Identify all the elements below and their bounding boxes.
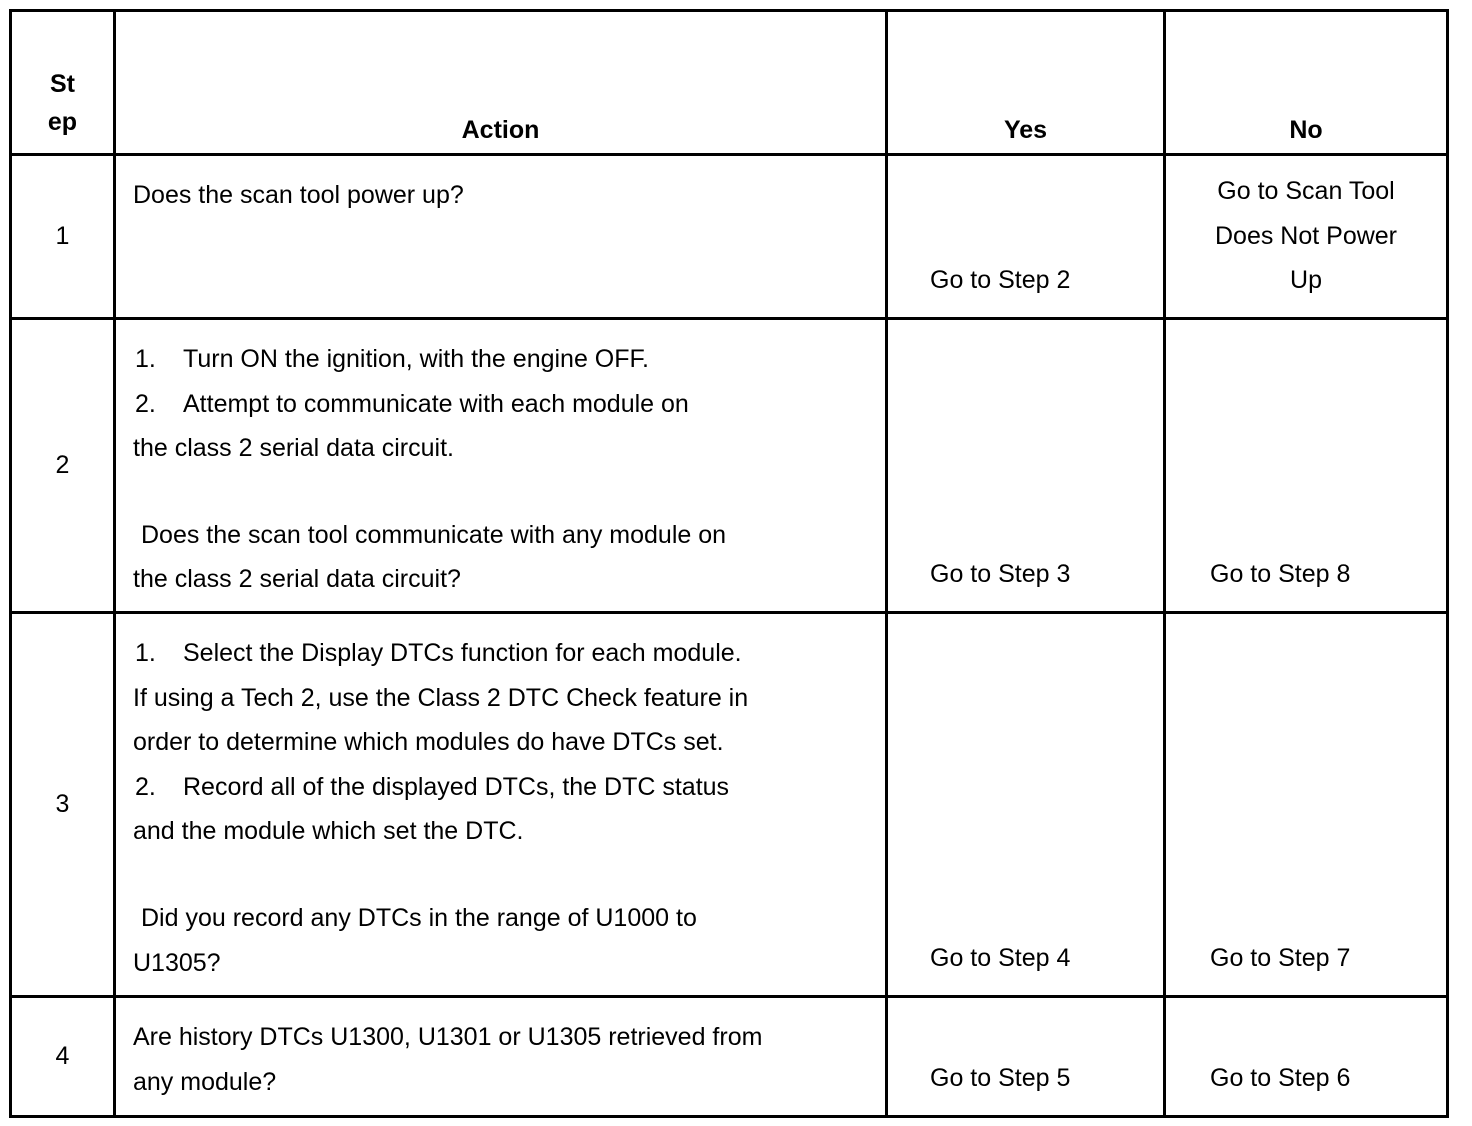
action-question: U1305? bbox=[133, 948, 221, 977]
table-row bbox=[11, 997, 1448, 1117]
yes-cell: Go to Step 4 bbox=[887, 613, 1165, 997]
list-item bbox=[133, 382, 875, 427]
list-continuation: and the module which set the DTC. bbox=[133, 817, 524, 846]
step-number: 2 bbox=[11, 319, 115, 613]
yes-cell: Go to Step 2 bbox=[887, 155, 1165, 319]
list-number: 1. bbox=[135, 639, 156, 667]
step-header-line-1: St bbox=[50, 70, 75, 98]
action-question: Does the scan tool communicate with any module on bbox=[141, 520, 727, 549]
yes-cell: Go to Step 5 bbox=[887, 997, 1165, 1117]
action-question: any module? bbox=[133, 1067, 277, 1096]
action-question: Are history DTCs U1300, U1301 or U1305 retrieved from bbox=[133, 1023, 763, 1051]
no-cell: Go to Step 7 bbox=[1165, 613, 1448, 997]
list-item bbox=[133, 765, 875, 810]
yes-column-header: Yes bbox=[887, 11, 1165, 155]
no-cell-line: Does Not Power bbox=[1214, 221, 1398, 250]
header-row bbox=[11, 11, 1448, 155]
action-question: Did you record any DTCs in the range of U1000 to bbox=[141, 903, 697, 932]
list-text: Turn ON the ignition, with the engine OFF. bbox=[183, 345, 649, 373]
list-continuation: order to determine which modules do have DTCs set. bbox=[133, 728, 724, 757]
table-row bbox=[11, 613, 1448, 997]
action-cell bbox=[115, 997, 887, 1117]
action-cell bbox=[115, 319, 887, 613]
table-row bbox=[11, 319, 1448, 613]
diagnostic-table bbox=[9, 9, 1449, 1118]
list-item bbox=[133, 631, 875, 676]
no-cell-line: Up bbox=[1290, 266, 1322, 295]
list-item bbox=[133, 337, 875, 382]
list-continuation: the class 2 serial data circuit. bbox=[133, 434, 454, 463]
list-number: 1. bbox=[135, 345, 156, 373]
no-column-header: No bbox=[1165, 11, 1448, 155]
step-number: 3 bbox=[11, 613, 115, 997]
no-cell-line: Go to Scan Tool bbox=[1217, 177, 1395, 206]
no-cell bbox=[1165, 155, 1448, 319]
yes-cell: Go to Step 3 bbox=[887, 319, 1165, 613]
step-number: 4 bbox=[11, 997, 115, 1117]
action-cell bbox=[115, 613, 887, 997]
no-cell: Go to Step 8 bbox=[1165, 319, 1448, 613]
step-column-header bbox=[11, 11, 115, 155]
action-question: Does the scan tool power up? bbox=[133, 181, 464, 209]
table-row bbox=[11, 155, 1448, 319]
list-text: Select the Display DTCs function for each module. bbox=[183, 639, 742, 667]
list-text: Attempt to communicate with each module on bbox=[183, 389, 689, 418]
step-number: 1 bbox=[11, 155, 115, 319]
list-number: 2. bbox=[135, 772, 156, 801]
list-continuation: If using a Tech 2, use the Class 2 DTC Check feature in bbox=[133, 683, 749, 712]
no-cell: Go to Step 6 bbox=[1165, 997, 1448, 1117]
action-question: the class 2 serial data circuit? bbox=[133, 565, 461, 594]
step-header-line-2: ep bbox=[47, 108, 78, 136]
list-text: Record all of the displayed DTCs, the DTC status bbox=[183, 772, 730, 801]
list-number: 2. bbox=[135, 389, 156, 418]
action-cell bbox=[115, 155, 887, 319]
action-column-header: Action bbox=[115, 11, 887, 155]
